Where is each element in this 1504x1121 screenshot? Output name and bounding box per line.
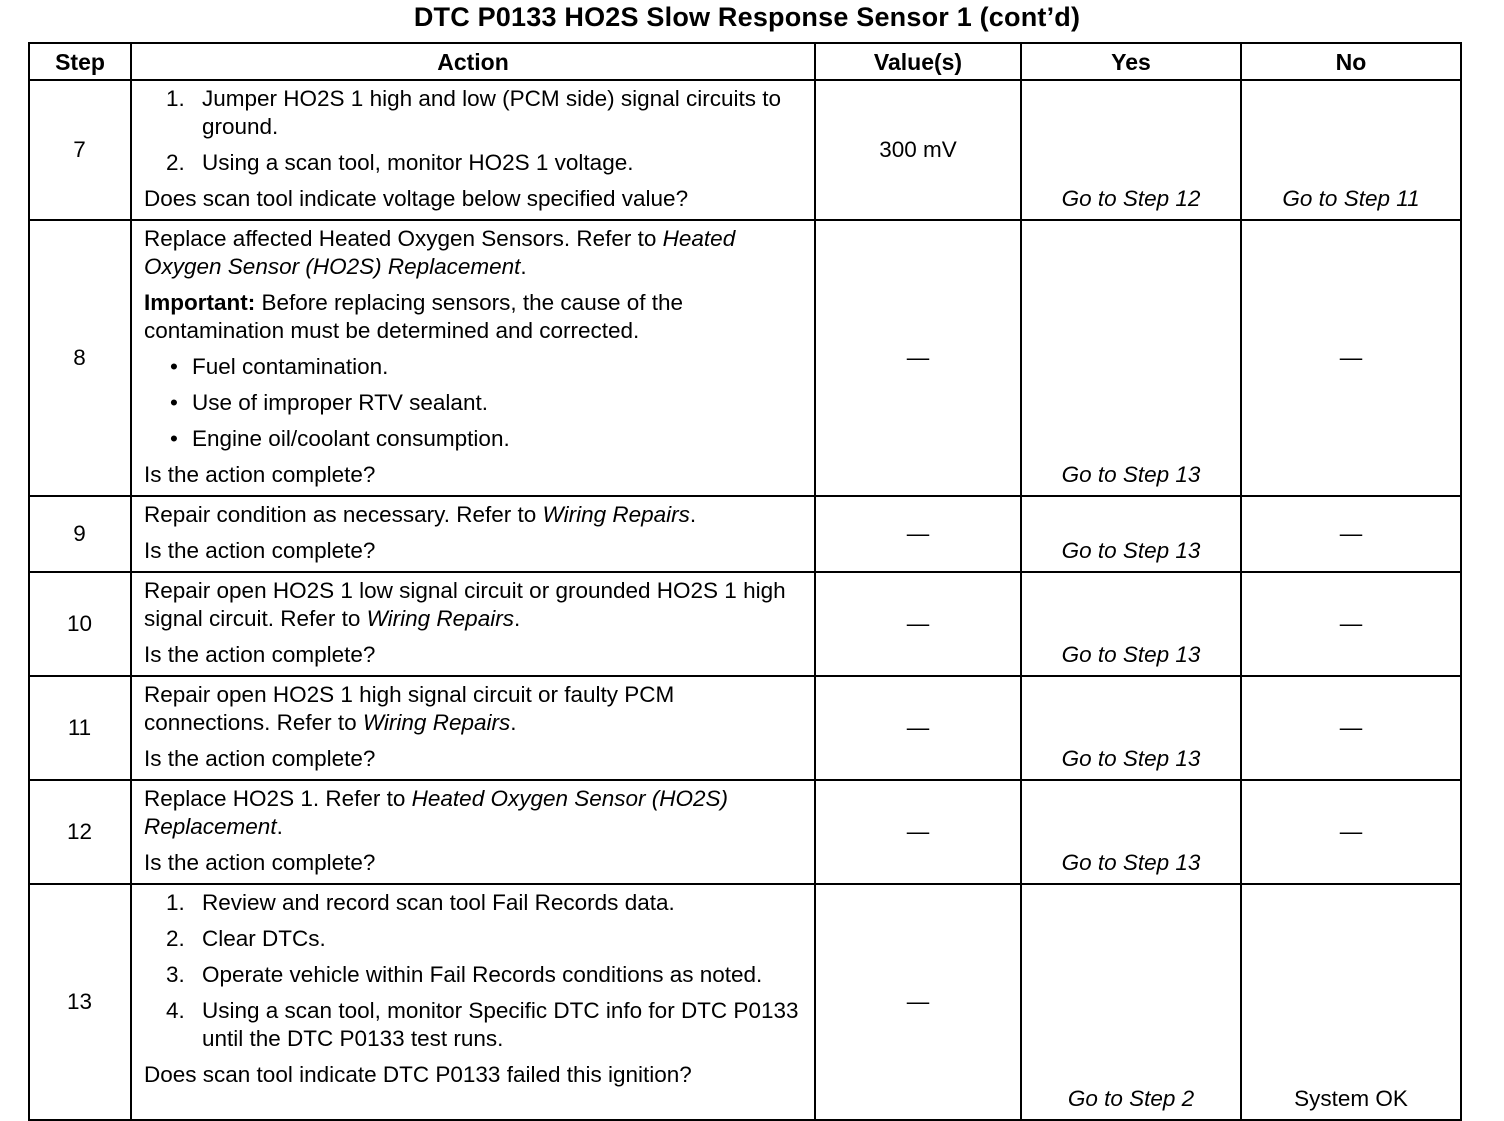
list-item <box>166 149 806 177</box>
action-text: Replace HO2S 1. Refer to <box>144 786 406 811</box>
action-cell <box>131 80 815 220</box>
no-cell: — <box>1241 676 1461 780</box>
goto-link[interactable]: Go to Step 2 <box>1067 1086 1195 1111</box>
no-cell <box>1241 80 1461 220</box>
action-cell <box>131 884 815 1120</box>
list-number: 2. <box>166 926 185 951</box>
value-cell: — <box>815 884 1021 1120</box>
goto-link[interactable]: Go to Step 11 <box>1282 186 1420 211</box>
action-text: Repair open HO2S 1 high signal circuit or faulty PCM connections. Refer to <box>144 682 675 735</box>
list-number: 1. <box>166 86 185 111</box>
goto-link[interactable]: Go to Step 13 <box>1061 538 1201 563</box>
reference-link[interactable]: Heated Oxygen Sensor (HO2S) Replacement <box>144 786 729 839</box>
step-number: 8 <box>29 220 131 496</box>
header-yes: Yes <box>1021 43 1241 80</box>
action-cell <box>131 572 815 676</box>
table-row <box>29 676 1461 780</box>
bullet-icon: • <box>170 354 178 379</box>
yes-cell <box>1021 884 1241 1120</box>
action-question: Does scan tool indicate voltage below specified value? <box>144 186 689 211</box>
goto-link[interactable]: Go to Step 13 <box>1061 642 1201 667</box>
table-row <box>29 780 1461 884</box>
value-cell: — <box>815 780 1021 884</box>
list-number: 1. <box>166 890 185 915</box>
action-question: Does scan tool indicate DTC P0133 failed this ignition? <box>144 1062 692 1087</box>
action-text: Replace affected Heated Oxygen Sensors. Refer to <box>144 226 657 251</box>
yes-cell <box>1021 780 1241 884</box>
diagnostic-table <box>28 42 1462 1121</box>
action-cell <box>131 676 815 780</box>
reference-link[interactable]: Heated Oxygen Sensor (HO2S) Replacement <box>144 226 736 279</box>
value-cell: — <box>815 220 1021 496</box>
no-cell: — <box>1241 780 1461 884</box>
bullet-icon: • <box>170 426 178 451</box>
step-number: 12 <box>29 780 131 884</box>
reference-link[interactable]: Wiring Repairs <box>362 710 511 735</box>
list-item <box>166 961 806 989</box>
value-cell: 300 mV <box>815 80 1021 220</box>
value-cell: — <box>815 676 1021 780</box>
list-text: Review and record scan tool Fail Records data. <box>202 890 675 915</box>
list-item <box>166 85 806 141</box>
yes-cell <box>1021 496 1241 572</box>
header-values: Value(s) <box>815 43 1021 80</box>
goto-link[interactable]: Go to Step 13 <box>1061 850 1201 875</box>
important-label: Important: <box>144 290 256 315</box>
goto-link[interactable]: Go to Step 13 <box>1061 746 1201 771</box>
list-text: Using a scan tool, monitor Specific DTC info for DTC P0133 until the DTC P0133 test runs. <box>202 998 799 1051</box>
bullet-item <box>170 353 806 381</box>
goto-link[interactable]: Go to Step 13 <box>1061 462 1201 487</box>
list-number: 2. <box>166 150 185 175</box>
yes-cell <box>1021 80 1241 220</box>
action-paragraph: Repair open HO2S 1 low signal circuit or grounded HO2S 1 high signal circuit. Refer to Wiring Repairs. <box>144 578 786 631</box>
step-number: 9 <box>29 496 131 572</box>
bullet-item <box>170 425 806 453</box>
result-text: System OK <box>1294 1086 1408 1111</box>
table-row <box>29 884 1461 1120</box>
step-number: 11 <box>29 676 131 780</box>
no-cell: — <box>1241 572 1461 676</box>
reference-link[interactable]: Wiring Repairs <box>366 606 514 631</box>
action-question: Is the action complete? <box>144 538 376 563</box>
list-number: 4. <box>166 998 185 1023</box>
table-row <box>29 572 1461 676</box>
bullet-item <box>170 389 806 417</box>
table-row <box>29 80 1461 220</box>
header-no: No <box>1241 43 1461 80</box>
no-cell <box>1241 884 1461 1120</box>
action-cell <box>131 220 815 496</box>
no-cell: — <box>1241 220 1461 496</box>
action-cell <box>131 780 815 884</box>
list-item <box>166 997 806 1053</box>
action-text: Repair open HO2S 1 low signal circuit or grounded HO2S 1 high signal circuit. Refer to <box>144 578 786 631</box>
action-question: Is the action complete? <box>144 462 376 487</box>
goto-link[interactable]: Go to Step 12 <box>1061 186 1201 211</box>
list-item <box>166 925 806 953</box>
list-text: Using a scan tool, monitor HO2S 1 voltage. <box>202 150 634 175</box>
reference-link[interactable]: Wiring Repairs <box>542 502 690 527</box>
bullet-text: Engine oil/coolant consumption. <box>192 426 510 451</box>
step-number: 7 <box>29 80 131 220</box>
action-question: Is the action complete? <box>144 642 376 667</box>
header-row <box>29 43 1461 80</box>
yes-cell <box>1021 220 1241 496</box>
yes-cell <box>1021 572 1241 676</box>
list-text: Clear DTCs. <box>202 926 326 951</box>
action-intro: Replace affected Heated Oxygen Sensors. Refer to Heated Oxygen Sensor (HO2S) Replacement. <box>144 226 736 279</box>
value-cell: — <box>815 572 1021 676</box>
yes-cell <box>1021 676 1241 780</box>
action-paragraph: Repair condition as necessary. Refer to Wiring Repairs. <box>144 502 697 527</box>
action-paragraph: Repair open HO2S 1 high signal circuit or faulty PCM connections. Refer to Wiring Repairs. <box>144 682 675 735</box>
action-question: Is the action complete? <box>144 746 376 771</box>
no-cell: — <box>1241 496 1461 572</box>
step-number: 10 <box>29 572 131 676</box>
bullet-text: Fuel contamination. <box>192 354 389 379</box>
header-action: Action <box>131 43 815 80</box>
table-row <box>29 220 1461 496</box>
step-number: 13 <box>29 884 131 1120</box>
important-text: Before replacing sensors, the cause of the contamination must be determined and corrected. <box>144 290 684 343</box>
list-number: 3. <box>166 962 185 987</box>
list-text: Operate vehicle within Fail Records conditions as noted. <box>202 962 763 987</box>
page-title: DTC P0133 HO2S Slow Response Sensor 1 (cont’d) <box>413 2 1081 32</box>
bullet-icon: • <box>170 390 178 415</box>
table-row <box>29 496 1461 572</box>
action-paragraph: Replace HO2S 1. Refer to Heated Oxygen Sensor (HO2S) Replacement. <box>144 786 729 839</box>
action-text: Repair condition as necessary. Refer to <box>144 502 537 527</box>
important-note <box>144 289 806 345</box>
header-step: Step <box>29 43 131 80</box>
action-question: Is the action complete? <box>144 850 376 875</box>
list-item <box>166 889 806 917</box>
list-text: Jumper HO2S 1 high and low (PCM side) signal circuits to ground. <box>202 86 781 139</box>
bullet-text: Use of improper RTV sealant. <box>192 390 488 415</box>
action-cell <box>131 496 815 572</box>
value-cell: — <box>815 496 1021 572</box>
